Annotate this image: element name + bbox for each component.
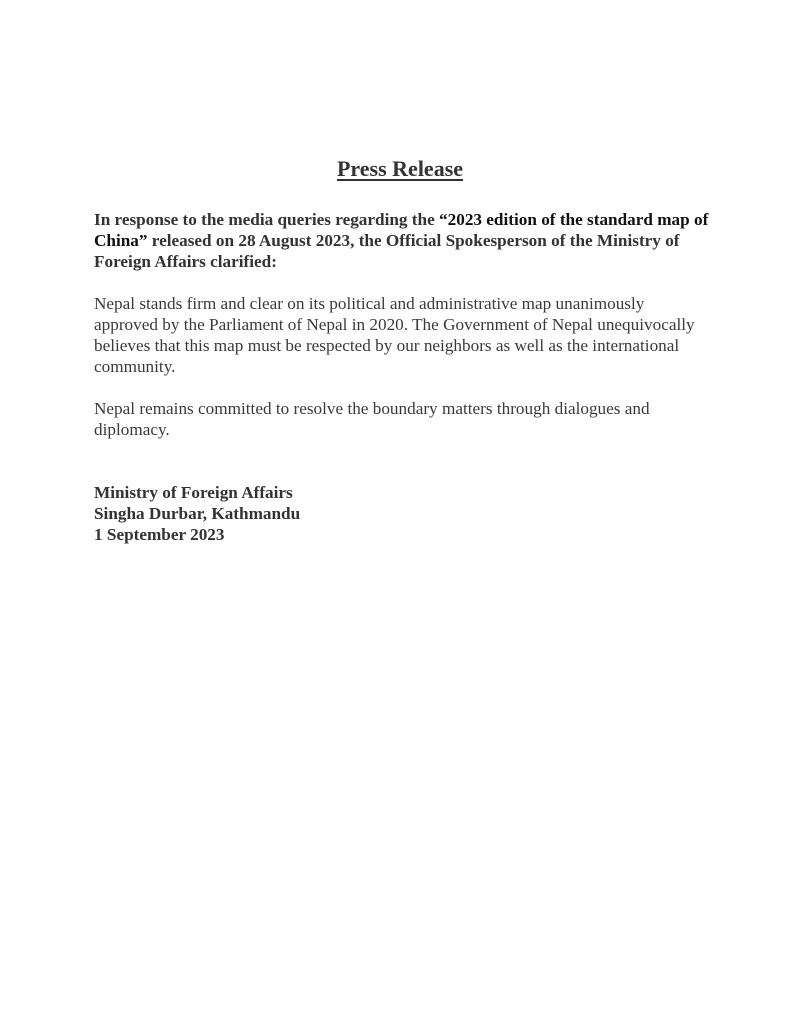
intro-text-end: released on 28 August 2023, the Official Spokesperson of the Ministry of Foreign Affairs clarified: — [94, 231, 680, 271]
body-paragraph-map-position: Nepal stands firm and clear on its political and administrative map unanimously approved by the Parliament of Nepal in 2020. The Government of Nepal unequivocally believes that this map must be respected by our neighbors as well as the international community. — [94, 294, 695, 376]
signature-address: Singha Durbar, Kathmandu — [94, 504, 301, 523]
body-paragraph-commitment: Nepal remains committed to resolve the boundary matters through dialogues and diplomacy. — [94, 399, 650, 439]
intro-text-start: In response to the media queries regarding the — [94, 210, 440, 229]
intro-quoted-title: “2023 edition of the standard map of China” — [94, 210, 709, 250]
intro-paragraph — [94, 209, 712, 272]
signature-date: 1 September 2023 — [94, 525, 225, 544]
page-title: Press Release — [336, 156, 464, 181]
document-body — [94, 209, 712, 545]
signature-block — [94, 482, 712, 545]
signature-organization: Ministry of Foreign Affairs — [94, 483, 293, 502]
